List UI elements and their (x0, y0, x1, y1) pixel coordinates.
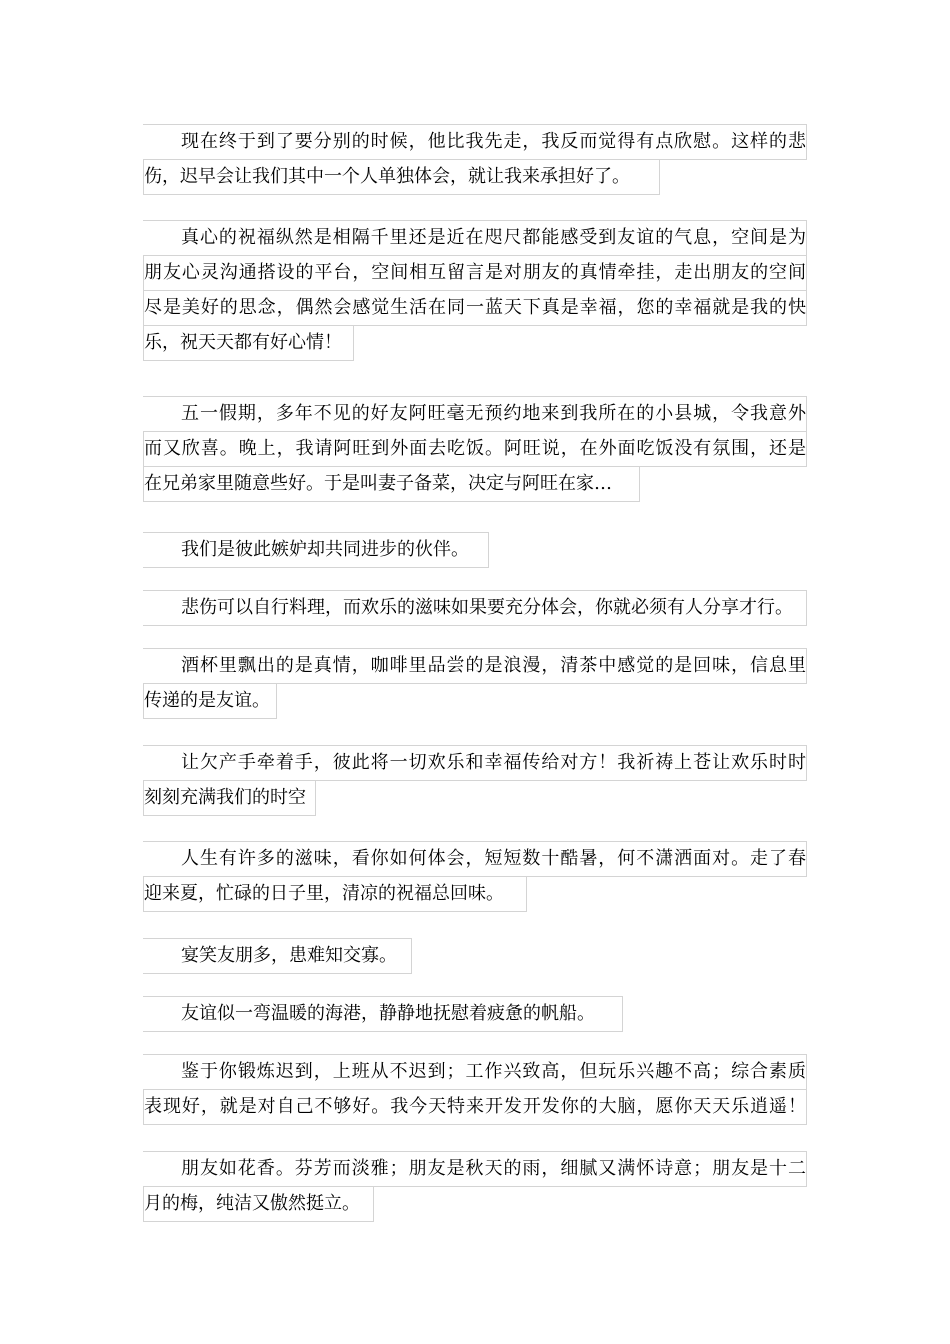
text-line: 朋友如花香。芬芳而淡雅；朋友是秋天的雨，细腻又满怀诗意；朋友是十二 (143, 1151, 807, 1187)
text-line: 刻刻充满我们的时空 (143, 781, 316, 816)
paragraph (143, 938, 412, 974)
text-line: 鉴于你锻炼迟到，上班从不迟到；工作兴致高，但玩乐兴趣不高；综合素质 (143, 1054, 807, 1090)
text-line: 朋友心灵沟通搭设的平台，空间相互留言是对朋友的真情牵挂，走出朋友的空间 (143, 256, 807, 291)
paragraph (143, 1054, 807, 1125)
paragraph (143, 124, 807, 195)
paragraph (143, 745, 807, 816)
text-line: 我们是彼此嫉妒却共同进步的伙伴。 (143, 532, 489, 568)
text-line: 传递的是友谊。 (143, 684, 277, 719)
text-line: 酒杯里飘出的是真情，咖啡里品尝的是浪漫，清茶中感觉的是回味，信息里 (143, 648, 807, 684)
text-line: 五一假期，多年不见的好友阿旺毫无预约地来到我所在的小县城，令我意外 (143, 396, 807, 432)
text-line: 迎来夏，忙碌的日子里，清凉的祝福总回味。 (143, 877, 527, 912)
paragraph (143, 648, 807, 719)
text-line: 在兄弟家里随意些好。于是叫妻子备菜，决定与阿旺在家… (143, 467, 640, 502)
text-line: 友谊似一弯温暖的海港，静静地抚慰着疲惫的帆船。 (143, 996, 623, 1032)
text-line: 让欠产手牵着手，彼此将一切欢乐和幸福传给对方！我祈祷上苍让欢乐时时 (143, 745, 807, 781)
text-line: 而又欣喜。晚上，我请阿旺到外面去吃饭。阿旺说，在外面吃饭没有氛围，还是 (143, 432, 807, 467)
text-line: 悲伤可以自行料理，而欢乐的滋味如果要充分体会，你就必须有人分享才行。 (143, 590, 807, 626)
paragraph (143, 220, 807, 361)
text-line: 宴笑友朋多，患难知交寡。 (143, 938, 412, 974)
text-line: 真心的祝福纵然是相隔千里还是近在咫尺都能感受到友谊的气息，空间是为 (143, 220, 807, 256)
text-line: 表现好，就是对自己不够好。我今天特来开发开发你的大脑，愿你天天乐逍遥！ (143, 1090, 807, 1125)
text-line: 尽是美好的思念，偶然会感觉生活在同一蓝天下真是幸福，您的幸福就是我的快 (143, 291, 807, 326)
paragraph (143, 1151, 807, 1222)
text-line: 伤，迟早会让我们其中一个人单独体会，就让我来承担好了。 (143, 160, 660, 195)
text-line: 人生有许多的滋味，看你如何体会，短短数十酷暑，何不潇洒面对。走了春 (143, 841, 807, 877)
paragraph (143, 396, 807, 502)
paragraph (143, 590, 807, 626)
paragraph (143, 996, 623, 1032)
text-line: 现在终于到了要分别的时候，他比我先走，我反而觉得有点欣慰。这样的悲 (143, 124, 807, 160)
text-line: 乐，祝天天都有好心情！ (143, 326, 354, 361)
text-line: 月的梅，纯洁又傲然挺立。 (143, 1187, 374, 1222)
paragraph (143, 532, 489, 568)
paragraph (143, 841, 807, 912)
